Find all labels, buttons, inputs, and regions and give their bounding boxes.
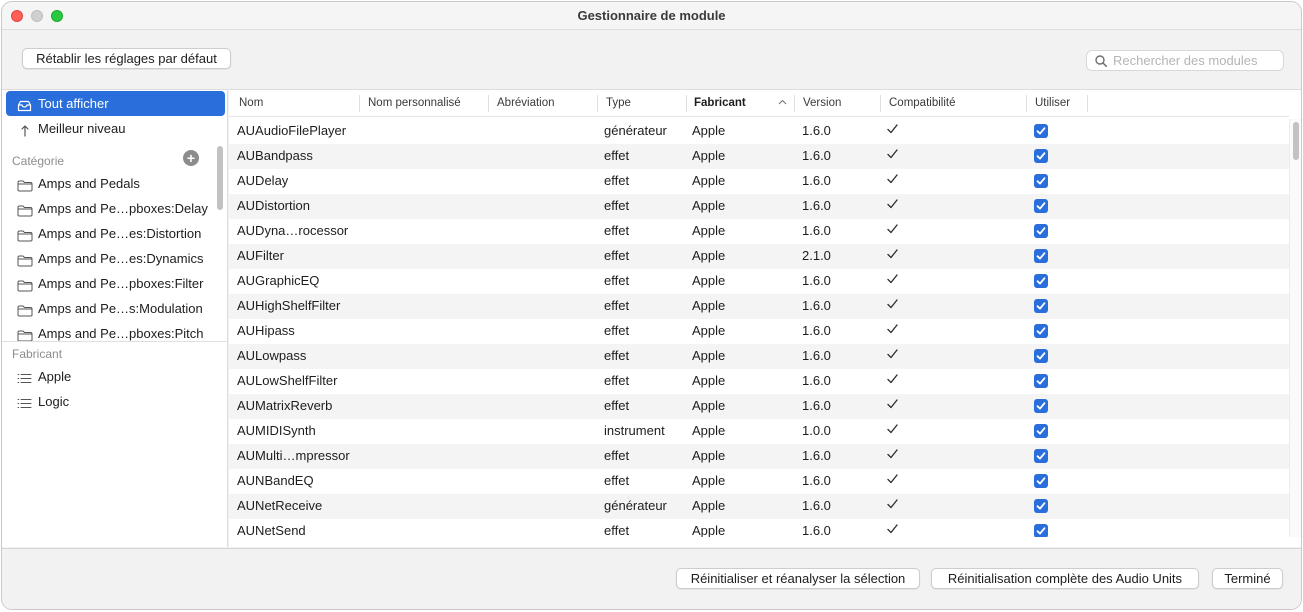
plugin-table xyxy=(229,89,1301,547)
checkbox-check-icon xyxy=(1034,499,1048,513)
plugin-version-cell: 1.6.0 xyxy=(802,323,831,338)
table-row[interactable] xyxy=(229,519,1289,537)
checkbox-check-icon xyxy=(1034,149,1048,163)
search-icon xyxy=(1095,55,1107,67)
compatibility-cell xyxy=(887,372,898,387)
column-header-version[interactable]: Version xyxy=(803,97,842,109)
sidebar-divider xyxy=(2,341,227,342)
compatible-checkmark-icon xyxy=(887,249,898,259)
compatible-checkmark-icon xyxy=(887,374,898,384)
add-category-icon[interactable]: + xyxy=(183,150,199,166)
plugin-name-cell: AUNetSend xyxy=(237,523,306,537)
plugin-version-cell: 1.6.0 xyxy=(802,298,831,313)
compatible-checkmark-icon xyxy=(887,499,898,509)
compatible-checkmark-icon xyxy=(887,324,898,334)
table-body xyxy=(229,119,1289,537)
checkbox-check-icon xyxy=(1034,199,1048,213)
scrollbar-thumb[interactable] xyxy=(217,146,223,210)
table-scrollbar[interactable] xyxy=(1289,119,1301,537)
plugin-type-cell: effet xyxy=(604,448,630,463)
plugin-type-cell: effet xyxy=(604,323,630,338)
sidebar-item-category[interactable] xyxy=(6,321,212,341)
compatible-checkmark-icon xyxy=(887,199,898,209)
column-separator[interactable] xyxy=(1087,95,1088,112)
column-header-custom-name[interactable]: Nom personnalisé xyxy=(368,97,461,109)
table-row[interactable] xyxy=(229,444,1289,469)
folder-icon xyxy=(17,205,33,217)
compatible-checkmark-icon xyxy=(887,299,898,309)
plugin-manufacturer-cell: Apple xyxy=(692,423,726,438)
plugin-manufacturer-cell: Apple xyxy=(692,173,726,188)
table-row[interactable] xyxy=(229,269,1289,294)
column-header-abbreviation[interactable]: Abréviation xyxy=(497,97,555,109)
compatible-checkmark-icon xyxy=(887,424,898,434)
use-checkbox[interactable] xyxy=(1034,399,1048,413)
table-row[interactable] xyxy=(229,219,1289,244)
plugin-name-cell: AUAudioFilePlayer xyxy=(237,123,347,138)
plugin-manufacturer-cell: Apple xyxy=(692,298,726,313)
table-row[interactable] xyxy=(229,419,1289,444)
table-row[interactable] xyxy=(229,469,1289,494)
column-header-type[interactable]: Type xyxy=(606,97,631,109)
checkbox-check-icon xyxy=(1034,174,1048,188)
sidebar-item-manufacturer-logic[interactable] xyxy=(6,389,225,414)
search-field[interactable] xyxy=(1086,50,1284,71)
compatible-checkmark-icon xyxy=(887,124,898,134)
use-checkbox[interactable] xyxy=(1034,424,1048,438)
column-header-compatibility[interactable]: Compatibilité xyxy=(889,97,956,109)
plugin-type-cell: effet xyxy=(604,198,630,213)
use-checkbox[interactable] xyxy=(1034,324,1048,338)
compatibility-cell xyxy=(887,247,898,262)
folder-icon xyxy=(17,305,33,317)
table-row[interactable] xyxy=(229,144,1289,169)
compatibility-cell xyxy=(887,272,898,287)
use-checkbox[interactable] xyxy=(1034,224,1048,238)
plugin-name-cell: AUDistortion xyxy=(237,198,310,213)
compatibility-cell xyxy=(887,497,898,512)
checkbox-check-icon xyxy=(1034,424,1048,438)
use-checkbox[interactable] xyxy=(1034,199,1048,213)
compatibility-cell xyxy=(887,322,898,337)
plugin-manufacturer-cell: Apple xyxy=(692,373,726,388)
use-checkbox[interactable] xyxy=(1034,124,1048,138)
plugin-manufacturer-cell: Apple xyxy=(692,323,726,338)
window-title: Gestionnaire de module xyxy=(577,8,726,23)
use-checkbox[interactable] xyxy=(1034,474,1048,488)
sidebar-item-label: Amps and Pe…pboxes:Delay xyxy=(38,201,208,216)
compatible-checkmark-icon xyxy=(887,399,898,409)
plugin-type-cell: instrument xyxy=(604,423,665,438)
compatibility-cell xyxy=(887,472,898,487)
search-input[interactable] xyxy=(1113,52,1278,69)
compatible-checkmark-icon xyxy=(887,449,898,459)
plugin-version-cell: 1.6.0 xyxy=(802,123,831,138)
compatible-checkmark-icon xyxy=(887,524,898,534)
plugin-name-cell: AUDelay xyxy=(237,173,289,188)
plugin-version-cell: 1.0.0 xyxy=(802,423,831,438)
column-separator[interactable] xyxy=(488,95,489,112)
sidebar-item-label: Amps and Pe…pboxes:Filter xyxy=(38,276,204,291)
plugin-type-cell: effet xyxy=(604,273,630,288)
compatible-checkmark-icon xyxy=(887,174,898,184)
scrollbar-thumb[interactable] xyxy=(1293,122,1299,160)
folder-icon xyxy=(17,180,33,192)
table-row[interactable] xyxy=(229,119,1289,144)
compatible-checkmark-icon xyxy=(887,224,898,234)
plugin-manufacturer-cell: Apple xyxy=(692,348,726,363)
plugin-manufacturer-cell: Apple xyxy=(692,123,726,138)
compatible-checkmark-icon xyxy=(887,149,898,159)
checkbox-check-icon xyxy=(1034,124,1048,138)
plugin-name-cell: AULowShelfFilter xyxy=(237,373,338,388)
use-checkbox[interactable] xyxy=(1034,374,1048,388)
compatibility-cell xyxy=(887,222,898,237)
compatible-checkmark-icon xyxy=(887,349,898,359)
plugin-version-cell: 1.6.0 xyxy=(802,173,831,188)
use-checkbox[interactable] xyxy=(1034,249,1048,263)
sidebar-item-label: Amps and Pe…es:Distortion xyxy=(38,226,202,241)
plugin-type-cell: générateur xyxy=(604,498,667,513)
use-checkbox[interactable] xyxy=(1034,349,1048,363)
plugin-version-cell: 1.6.0 xyxy=(802,373,831,388)
compatibility-cell xyxy=(887,122,898,137)
checkbox-check-icon xyxy=(1034,249,1048,263)
use-checkbox[interactable] xyxy=(1034,174,1048,188)
plugin-manufacturer-cell: Apple xyxy=(692,473,726,488)
use-checkbox[interactable] xyxy=(1034,274,1048,288)
plugin-manufacturer-cell: Apple xyxy=(692,148,726,163)
plugin-name-cell: AUGraphicEQ xyxy=(237,273,320,288)
restore-defaults-button[interactable]: Rétablir les réglages par défaut xyxy=(22,48,231,69)
compatibility-cell xyxy=(887,172,898,187)
plugin-version-cell: 1.6.0 xyxy=(802,448,831,463)
compatibility-cell xyxy=(887,397,898,412)
checkbox-check-icon xyxy=(1034,449,1048,463)
column-separator[interactable] xyxy=(1026,95,1027,112)
checkbox-check-icon xyxy=(1034,524,1048,537)
use-checkbox[interactable] xyxy=(1034,149,1048,163)
sidebar-item-category[interactable] xyxy=(6,271,212,296)
folder-icon xyxy=(17,280,33,292)
compatibility-cell xyxy=(887,347,898,362)
plugin-version-cell: 1.6.0 xyxy=(802,273,831,288)
table-row[interactable] xyxy=(229,169,1289,194)
sidebar-item-show-all[interactable] xyxy=(6,91,225,116)
plugin-name-cell: AUBandpass xyxy=(237,148,313,163)
plugin-name-cell: AUMIDISynth xyxy=(237,423,316,438)
use-checkbox[interactable] xyxy=(1034,449,1048,463)
plugin-version-cell: 1.6.0 xyxy=(802,348,831,363)
top-level-icon xyxy=(17,124,31,137)
category-header: Catégorie xyxy=(12,154,65,168)
done-button[interactable]: Terminé xyxy=(1212,568,1283,589)
full-audio-units-reset-button[interactable]: Réinitialisation complète des Audio Units xyxy=(931,568,1199,589)
checkbox-check-icon xyxy=(1034,224,1048,238)
sidebar-item-label: Apple xyxy=(38,369,72,384)
plugin-version-cell: 1.6.0 xyxy=(802,198,831,213)
table-row[interactable] xyxy=(229,494,1289,519)
plugin-name-cell: AUHighShelfFilter xyxy=(237,298,341,313)
plugin-version-cell: 1.6.0 xyxy=(802,223,831,238)
sidebar-item-label: Amps and Pedals xyxy=(38,176,140,191)
table-row[interactable] xyxy=(229,244,1289,269)
sidebar-item-label: Logic xyxy=(38,394,70,409)
checkbox-check-icon xyxy=(1034,299,1048,313)
plugin-version-cell: 1.6.0 xyxy=(802,523,831,537)
column-separator[interactable] xyxy=(880,95,881,112)
plugin-name-cell: AUMulti…mpressor xyxy=(237,448,350,463)
folder-icon xyxy=(17,255,33,267)
plugin-manufacturer-cell: Apple xyxy=(692,273,726,288)
plugin-version-cell: 2.1.0 xyxy=(802,248,831,263)
plugin-type-cell: effet xyxy=(604,148,630,163)
plugin-type-cell: effet xyxy=(604,223,630,238)
sidebar-item-label: Amps and Pe…s:Modulation xyxy=(38,301,203,316)
plugin-manufacturer-cell: Apple xyxy=(692,448,726,463)
plugin-version-cell: 1.6.0 xyxy=(802,498,831,513)
column-separator[interactable] xyxy=(794,95,795,112)
checkbox-check-icon xyxy=(1034,274,1048,288)
column-separator[interactable] xyxy=(597,95,598,112)
column-separator[interactable] xyxy=(686,95,687,112)
sidebar-item-category[interactable] xyxy=(6,221,212,246)
plugin-name-cell: AUNBandEQ xyxy=(237,473,314,488)
checkbox-check-icon xyxy=(1034,399,1048,413)
compatibility-cell xyxy=(887,422,898,437)
column-header-name[interactable]: Nom xyxy=(239,97,264,109)
column-header-use[interactable]: Utiliser xyxy=(1035,97,1071,109)
plugin-type-cell: effet xyxy=(604,348,630,363)
compatibility-cell xyxy=(887,297,898,312)
plugin-manufacturer-cell: Apple xyxy=(692,248,726,263)
category-list xyxy=(2,171,216,341)
sidebar-item-category[interactable] xyxy=(6,296,212,321)
table-row[interactable] xyxy=(229,294,1289,319)
table-header xyxy=(229,90,1289,117)
use-checkbox[interactable] xyxy=(1034,524,1048,537)
plugin-manufacturer-cell: Apple xyxy=(692,523,726,537)
compatibility-cell xyxy=(887,147,898,162)
sidebar-item-label: Amps and Pe…pboxes:Pitch xyxy=(38,326,204,341)
plugin-version-cell: 1.6.0 xyxy=(802,148,831,163)
compatible-checkmark-icon xyxy=(887,274,898,284)
table-row[interactable] xyxy=(229,369,1289,394)
use-checkbox[interactable] xyxy=(1034,299,1048,313)
sidebar-item-top-level[interactable] xyxy=(6,116,225,141)
plugin-type-cell: effet xyxy=(604,298,630,313)
folder-icon xyxy=(17,330,33,341)
manufacturer-header: Fabricant xyxy=(12,347,63,361)
sidebar-item-label: Tout afficher xyxy=(38,96,109,111)
plugin-type-cell: effet xyxy=(604,248,630,263)
plugin-type-cell: effet xyxy=(604,173,630,188)
plugin-name-cell: AUHipass xyxy=(237,323,295,338)
plugin-name-cell: AUNetReceive xyxy=(237,498,323,513)
plugin-name-cell: AUDyna…rocessor xyxy=(237,223,349,238)
checkbox-check-icon xyxy=(1034,374,1048,388)
sidebar-item-manufacturer-apple[interactable] xyxy=(6,364,225,389)
column-header-manufacturer[interactable]: Fabricant xyxy=(694,97,746,109)
compatibility-cell xyxy=(887,447,898,462)
sidebar-item-label: Meilleur niveau xyxy=(38,121,126,136)
plugin-name-cell: AUMatrixReverb xyxy=(237,398,333,413)
compatibility-cell xyxy=(887,197,898,212)
plugin-manufacturer-cell: Apple xyxy=(692,198,726,213)
sidebar-item-category[interactable] xyxy=(6,171,212,196)
plugin-type-cell: effet xyxy=(604,398,630,413)
plugin-manager-window xyxy=(1,1,1302,610)
plugin-manufacturer-cell: Apple xyxy=(692,398,726,413)
plugin-manufacturer-cell: Apple xyxy=(692,223,726,238)
plugin-version-cell: 1.6.0 xyxy=(802,398,831,413)
plugin-type-cell: générateur xyxy=(604,123,667,138)
column-separator[interactable] xyxy=(359,95,360,112)
plugin-name-cell: AULowpass xyxy=(237,348,307,363)
plugin-type-cell: effet xyxy=(604,523,630,537)
folder-icon xyxy=(17,230,33,242)
title-bar xyxy=(2,2,1301,30)
plugin-version-cell: 1.6.0 xyxy=(802,473,831,488)
plugin-type-cell: effet xyxy=(604,473,630,488)
sidebar xyxy=(2,89,228,547)
table-row[interactable] xyxy=(229,394,1289,419)
checkbox-check-icon xyxy=(1034,349,1048,363)
plugin-name-cell: AUFilter xyxy=(237,248,284,263)
sort-ascending-icon xyxy=(778,99,787,105)
list-icon xyxy=(17,373,32,384)
reset-rescan-selection-button[interactable]: Réinitialiser et réanalyser la sélection xyxy=(676,568,920,589)
table-row[interactable] xyxy=(229,319,1289,344)
sidebar-item-category[interactable] xyxy=(6,246,212,271)
compatibility-cell xyxy=(887,522,898,537)
use-checkbox[interactable] xyxy=(1034,499,1048,513)
checkbox-check-icon xyxy=(1034,474,1048,488)
show-all-icon xyxy=(17,100,32,112)
list-icon xyxy=(17,398,32,409)
sidebar-item-category[interactable] xyxy=(6,196,212,221)
table-row[interactable] xyxy=(229,194,1289,219)
plugin-manufacturer-cell: Apple xyxy=(692,498,726,513)
checkbox-check-icon xyxy=(1034,324,1048,338)
compatible-checkmark-icon xyxy=(887,474,898,484)
category-scrollbar[interactable] xyxy=(216,146,226,341)
sidebar-item-label: Amps and Pe…es:Dynamics xyxy=(38,251,204,266)
plugin-type-cell: effet xyxy=(604,373,630,388)
table-row[interactable] xyxy=(229,344,1289,369)
